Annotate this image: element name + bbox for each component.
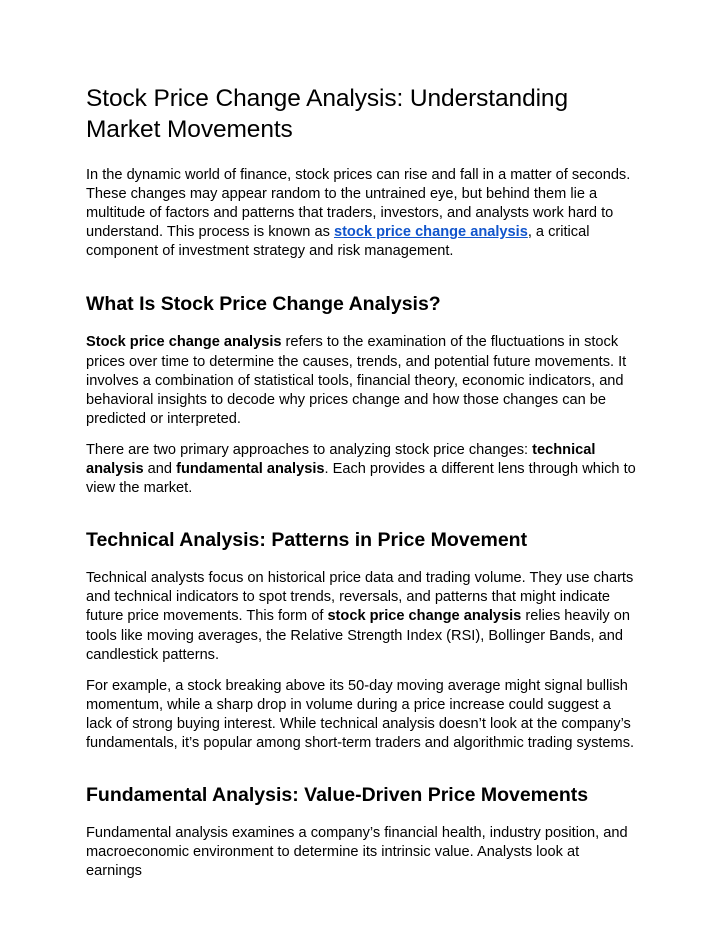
intro-text-before-link: In the dynamic world of finance, stock prices can rise and fall in a matter of seconds. These changes may appear random to the untrained eye, but behind them lie a multitude of factors and patterns that traders, investors, and analysts work hard to understand. This process is known as [86, 167, 631, 241]
intro-paragraph [86, 166, 638, 261]
technical-paragraph-1 [86, 569, 638, 664]
what-is-paragraph-1 [86, 333, 638, 428]
stock-price-change-analysis-link[interactable]: stock price change analysis [333, 224, 528, 241]
fundamental-paragraph-1: Fundamental analysis examines a company’s financial health, industry position, and macroeconomic environment to determine its intrinsic value. Analysts look at earnings [86, 825, 628, 880]
technical-paragraph-2: For example, a stock breaking above its 50-day moving average might signal bullish momentum, while a sharp drop in volume during a price increase could suggest a lack of strong buying interest. While technical analysis doesn’t look at the company’s fundamentals, it’s popular among short-term traders and algorithmic trading systems. [86, 677, 635, 751]
section-heading-fundamental-analysis: Fundamental Analysis: Value-Driven Price Movements [86, 784, 589, 807]
what-is-p2-text-a: There are two primary approaches to analyzing stock price changes: [86, 441, 533, 458]
technical-analysis-bold: technical analysis [86, 441, 596, 478]
section-heading-technical-analysis: Technical Analysis: Patterns in Price Movement [86, 529, 528, 552]
what-is-paragraph-1-text: refers to the examination of the fluctuations in stock prices over time to determine the causes, trends, and potential future movements. It involves a combination of statistical tools, financial theory, economic indicators, and behavioral insights to decode why prices change and how those changes can be predicted or interpreted. [86, 334, 627, 427]
technical-p1-text-b: relies heavily on tools like moving averages, the Relative Strength Index (RSI), Bollinger Bands, and candlestick patterns. [86, 608, 631, 663]
technical-p1-bold-term: stock price change analysis [327, 608, 522, 625]
fundamental-analysis-bold: fundamental analysis [176, 461, 325, 478]
intro-text-after-link: , a critical component of investment strategy and risk management. [86, 224, 590, 260]
what-is-paragraph-2 [86, 441, 638, 498]
what-is-p2-text-b: and [143, 461, 177, 478]
document-body [86, 83, 638, 881]
technical-p1-text-a: Technical analysts focus on historical price data and trading volume. They use charts and technical indicators to spot trends, reversals, and patterns that might indicate future price movements. This form of [86, 570, 634, 625]
section-heading-what-is: What Is Stock Price Change Analysis? [86, 293, 441, 316]
what-is-bold-term: Stock price change analysis [86, 334, 282, 351]
document-title: Stock Price Change Analysis: Understanding Market Movements [86, 85, 568, 143]
what-is-p2-text-c: . Each provides a different lens through which to view the market. [86, 461, 636, 497]
